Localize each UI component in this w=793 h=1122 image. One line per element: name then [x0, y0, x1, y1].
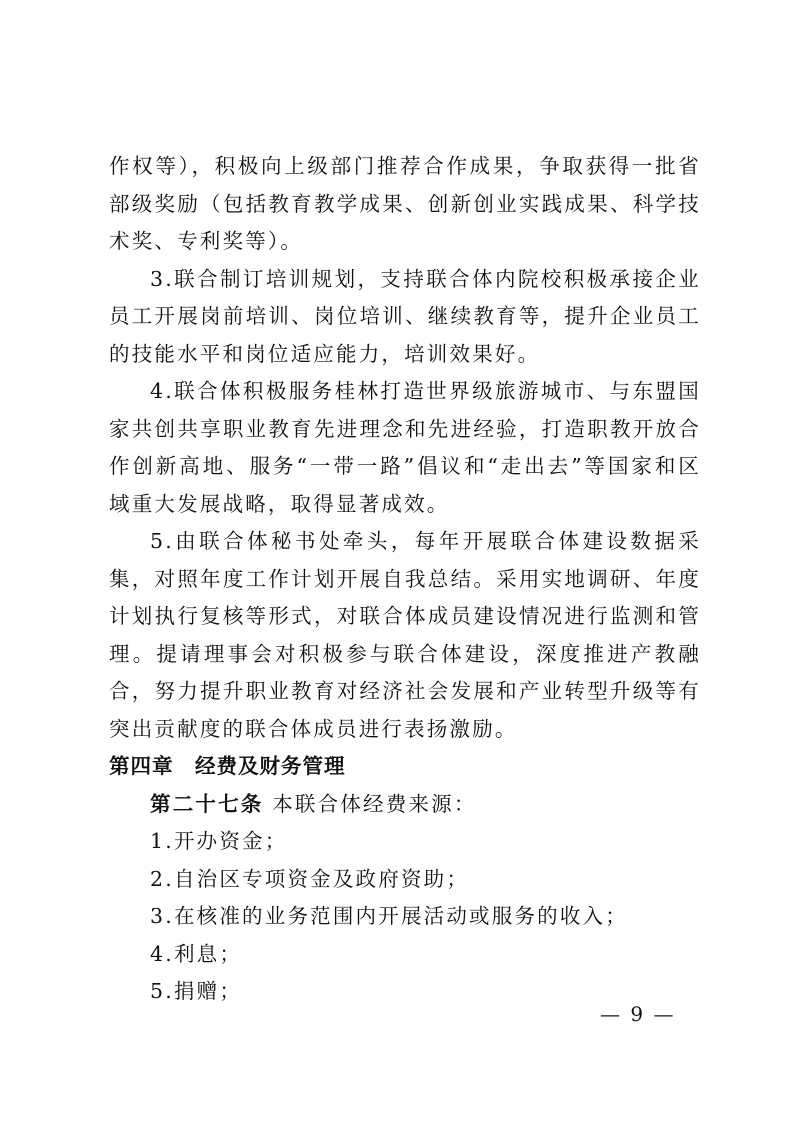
- article-text: 本联合体经费来源：: [263, 791, 477, 816]
- list-item: 2.自治区专项资金及政府资助；: [150, 866, 470, 891]
- document-body: [109, 148, 701, 1011]
- article-27: [109, 786, 701, 824]
- list-item: 5.捐赠；: [150, 979, 243, 1003]
- list-item: 3.在核准的业务范围内开展活动或服务的收入；: [150, 904, 628, 928]
- paragraph-continued: 作权等），积极向上级部门推荐合作成果，争取获得一批省部级奖励（包括教育教学成果、创新创业实践成果、科学技术奖、专利奖等）。: [109, 154, 701, 253]
- paragraph-item-5: 5.由联合体秘书处牵头，每年开展联合体建设数据采集，对照年度工作计划开展自我总结。采用实地调研、年度计划执行复核等形式，对联合体成员建设情况进行监测和管理。提请理事会对积极参与联合体建设，深度推进产教融合，努力提升职业教育对经济社会发展和产业转型升级等有突出贡献度的联合体成员进行表扬激励。: [109, 529, 701, 741]
- paragraph-item-4: 4.联合体积极服务桂林打造世界级旅游城市、与东盟国家共创共享职业教育先进理念和先进经验，打造职教开放合作创新高地、服务“一带一路”倡议和“走出去”等国家和区域重大发展战略，取得显著成效。: [109, 379, 701, 516]
- list-item: 4.利息；: [150, 941, 243, 966]
- list-item: 1.开办资金；: [150, 829, 288, 853]
- chapter-title: 第四章 经费及财务管理: [109, 754, 346, 778]
- paragraph-item-3: 3.联合制订培训规划，支持联合体内院校积极承接企业员工开展岗前培训、岗位培训、继续教育等，提升企业员工的技能水平和岗位适应能力，培训效果好。: [109, 266, 701, 366]
- page-number: — 9 —: [600, 1002, 676, 1026]
- article-number: 第二十七条: [150, 791, 264, 816]
